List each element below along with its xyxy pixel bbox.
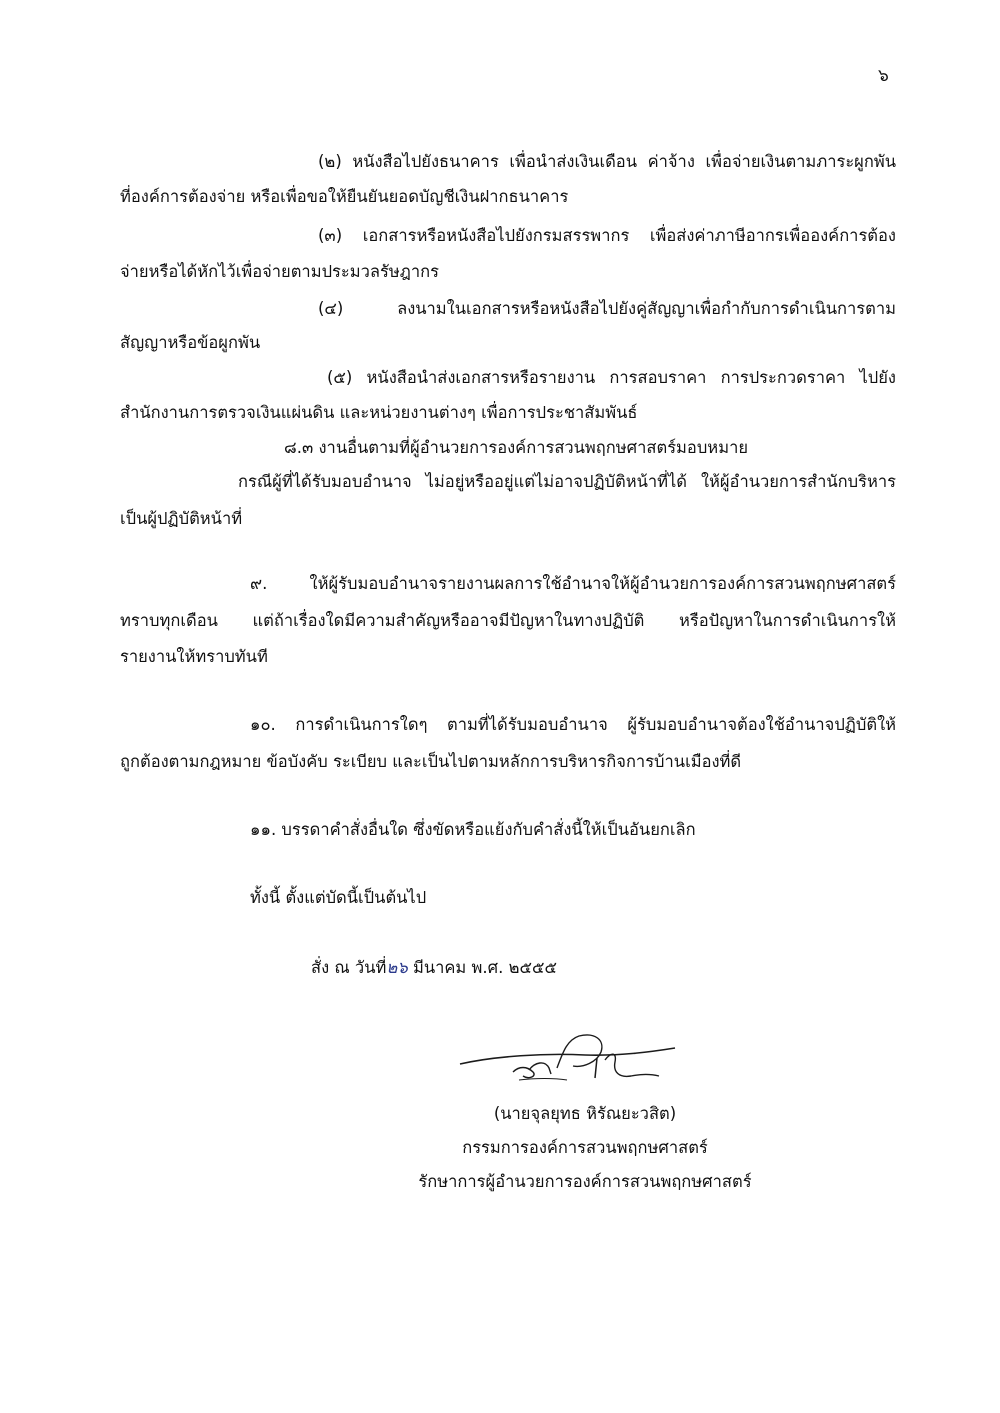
- signatory-name: (นายจุลยุทธ หิรัณยะวสิต): [493, 1104, 677, 1123]
- clause-9-line-3: รายงานให้ทราบทันที: [120, 647, 268, 666]
- clause-10-line-2: ถูกต้องตามกฎหมาย ข้อบังคับ ระเบียบ และเป็นไปตามหลักการบริหารกิจการบ้านเมืองที่ดี: [120, 752, 742, 771]
- signature-image: [455, 1022, 685, 1092]
- page-number: ๖: [878, 66, 889, 86]
- order-date-suffix: มีนาคม พ.ศ. ๒๕๕๕: [407, 958, 557, 977]
- item-3-line-1: (๓) เอกสารหรือหนังสือไปยังกรมสรรพากร เพื่อส่งค่าภาษีอากรเพื่อองค์การต้อง: [318, 226, 896, 245]
- clause-11: ๑๑. บรรดาคำสั่งอื่นใด ซึ่งขัดหรือแย้งกับคำสั่งนี้ให้เป็นอันยกเลิก: [250, 820, 696, 839]
- absence-line-2: เป็นผู้ปฏิบัติหน้าที่: [120, 509, 243, 528]
- effective-statement: ทั้งนี้ ตั้งแต่บัดนี้เป็นต้นไป: [250, 888, 427, 907]
- item-4-line-1: (๔) ลงนามในเอกสารหรือหนังสือไปยังคู่สัญญาเพื่อกำกับการดำเนินการตาม: [318, 299, 896, 318]
- order-date-prefix: สั่ง ณ วันที่: [311, 958, 387, 977]
- item-5-line-2: สำนักงานการตรวจเงินแผ่นดิน และหน่วยงานต่างๆ เพื่อการประชาสัมพันธ์: [120, 403, 638, 422]
- clause-9-line-1: ๙. ให้ผู้รับมอบอำนาจรายงานผลการใช้อำนาจให้ผู้อำนวยการองค์การสวนพฤกษศาสตร์: [250, 574, 896, 593]
- item-2-line-1: (๒) หนังสือไปยังธนาคาร เพื่อนำส่งเงินเดือน ค่าจ้าง เพื่อจ่ายเงินตามภาระผูกพัน: [318, 152, 896, 171]
- item-2-line-2: ที่องค์การต้องจ่าย หรือเพื่อขอให้ยืนยันยอดบัญชีเงินฝากธนาคาร: [120, 187, 569, 206]
- clause-10-line-1: ๑๐. การดำเนินการใดๆ ตามที่ได้รับมอบอำนาจ ผู้รับมอบอำนาจต้องใช้อำนาจปฏิบัติให้: [250, 715, 896, 734]
- item-4-line-2: สัญญาหรือข้อผูกพัน: [120, 333, 261, 352]
- signatory-title: กรรมการองค์การสวนพฤกษศาสตร์: [462, 1138, 708, 1157]
- clause-9-line-2: ทราบทุกเดือน แต่ถ้าเรื่องใดมีความสำคัญหรืออาจมีปัญหาในทางปฏิบัติ หรือปัญหาในการดำเนินการให้: [120, 611, 896, 630]
- signatory-acting-title: รักษาการผู้อำนวยการองค์การสวนพฤกษศาสตร์: [418, 1172, 752, 1191]
- absence-line-1: กรณีผู้ที่ได้รับมอบอำนาจ ไม่อยู่หรืออยู่แต่ไม่อาจปฏิบัติหน้าที่ได้ ให้ผู้อำนวยการสำนักบริหาร: [238, 472, 896, 491]
- item-3-line-2: จ่ายหรือได้หักไว้เพื่อจ่ายตามประมวลรัษฎากร: [120, 262, 439, 281]
- order-date-day: ๒๖: [386, 958, 408, 977]
- item-5-line-1: (๕) หนังสือนำส่งเอกสารหรือรายงาน การสอบราคา การประกวดราคา ไปยัง: [327, 368, 896, 387]
- order-date: [311, 956, 557, 980]
- item-8-3: ๘.๓ งานอื่นตามที่ผู้อำนวยการองค์การสวนพฤกษศาสตร์มอบหมาย: [284, 438, 748, 457]
